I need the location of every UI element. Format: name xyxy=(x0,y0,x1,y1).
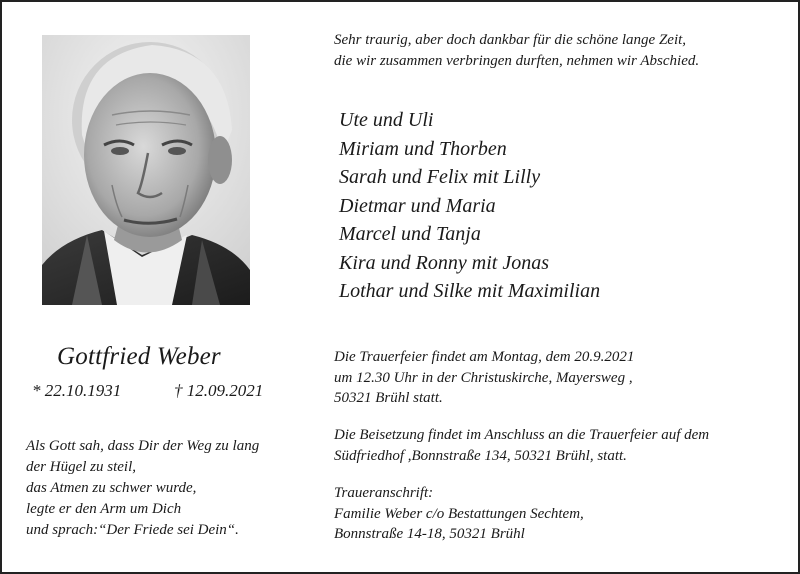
birth-date: * 22.10.1931 xyxy=(32,381,122,400)
mourner-name: Dietmar und Maria xyxy=(339,194,496,217)
poem-line: Als Gott sah, dass Dir der Weg zu lang xyxy=(26,438,260,454)
burial-info xyxy=(334,425,784,466)
mourner-name: Ute und Uli xyxy=(339,109,434,131)
intro-text xyxy=(334,30,774,72)
intro-line: Sehr traurig, aber doch dankbar für die schöne lange Zeit, xyxy=(334,32,687,48)
mourner-name: Sarah und Felix mit Lilly xyxy=(339,166,541,188)
address-line: Bonnstraße 14-18, 50321 Brühl xyxy=(334,526,525,542)
mourner-name: Lothar und Silke mit Maximilian xyxy=(339,280,601,302)
burial-line: Südfriedhof ,Bonnstraße 134, 50321 Brühl, statt. xyxy=(334,447,627,464)
poem-line: das Atmen zu schwer wurde, xyxy=(26,480,197,496)
funeral-line: Die Trauerfeier findet am Montag, dem 20.9.2021 xyxy=(334,349,635,365)
poem xyxy=(26,436,316,541)
poem-line: und sprach:“Der Friede sei Dein“. xyxy=(26,522,239,538)
death-date: † 12.09.2021 xyxy=(174,381,264,400)
mourning-address xyxy=(334,483,784,545)
deceased-name: Gottfried Weber xyxy=(57,343,221,370)
funeral-line: um 12.30 Uhr in der Christuskirche, Mayersweg , xyxy=(334,369,633,386)
funeral-info xyxy=(334,347,784,409)
poem-line: legte er den Arm um Dich xyxy=(26,501,182,517)
mourner-name: Miriam und Thorben xyxy=(339,137,507,160)
portrait-photo xyxy=(42,35,250,305)
intro-line: die wir zusammen verbringen durften, nehmen wir Abschied. xyxy=(334,53,700,69)
mourners-list xyxy=(339,106,769,306)
funeral-line: 50321 Brühl statt. xyxy=(334,390,443,406)
mourner-name: Marcel und Tanja xyxy=(339,223,481,245)
poem-line: der Hügel zu steil, xyxy=(26,459,136,475)
burial-line: Die Beisetzung findet im Anschluss an die Trauerfeier auf dem xyxy=(334,427,710,443)
address-line: Familie Weber c/o Bestattungen Sechtem, xyxy=(334,505,584,522)
address-line: Traueranschrift: xyxy=(334,485,434,501)
mourner-name: Kira und Ronny mit Jonas xyxy=(339,251,549,274)
